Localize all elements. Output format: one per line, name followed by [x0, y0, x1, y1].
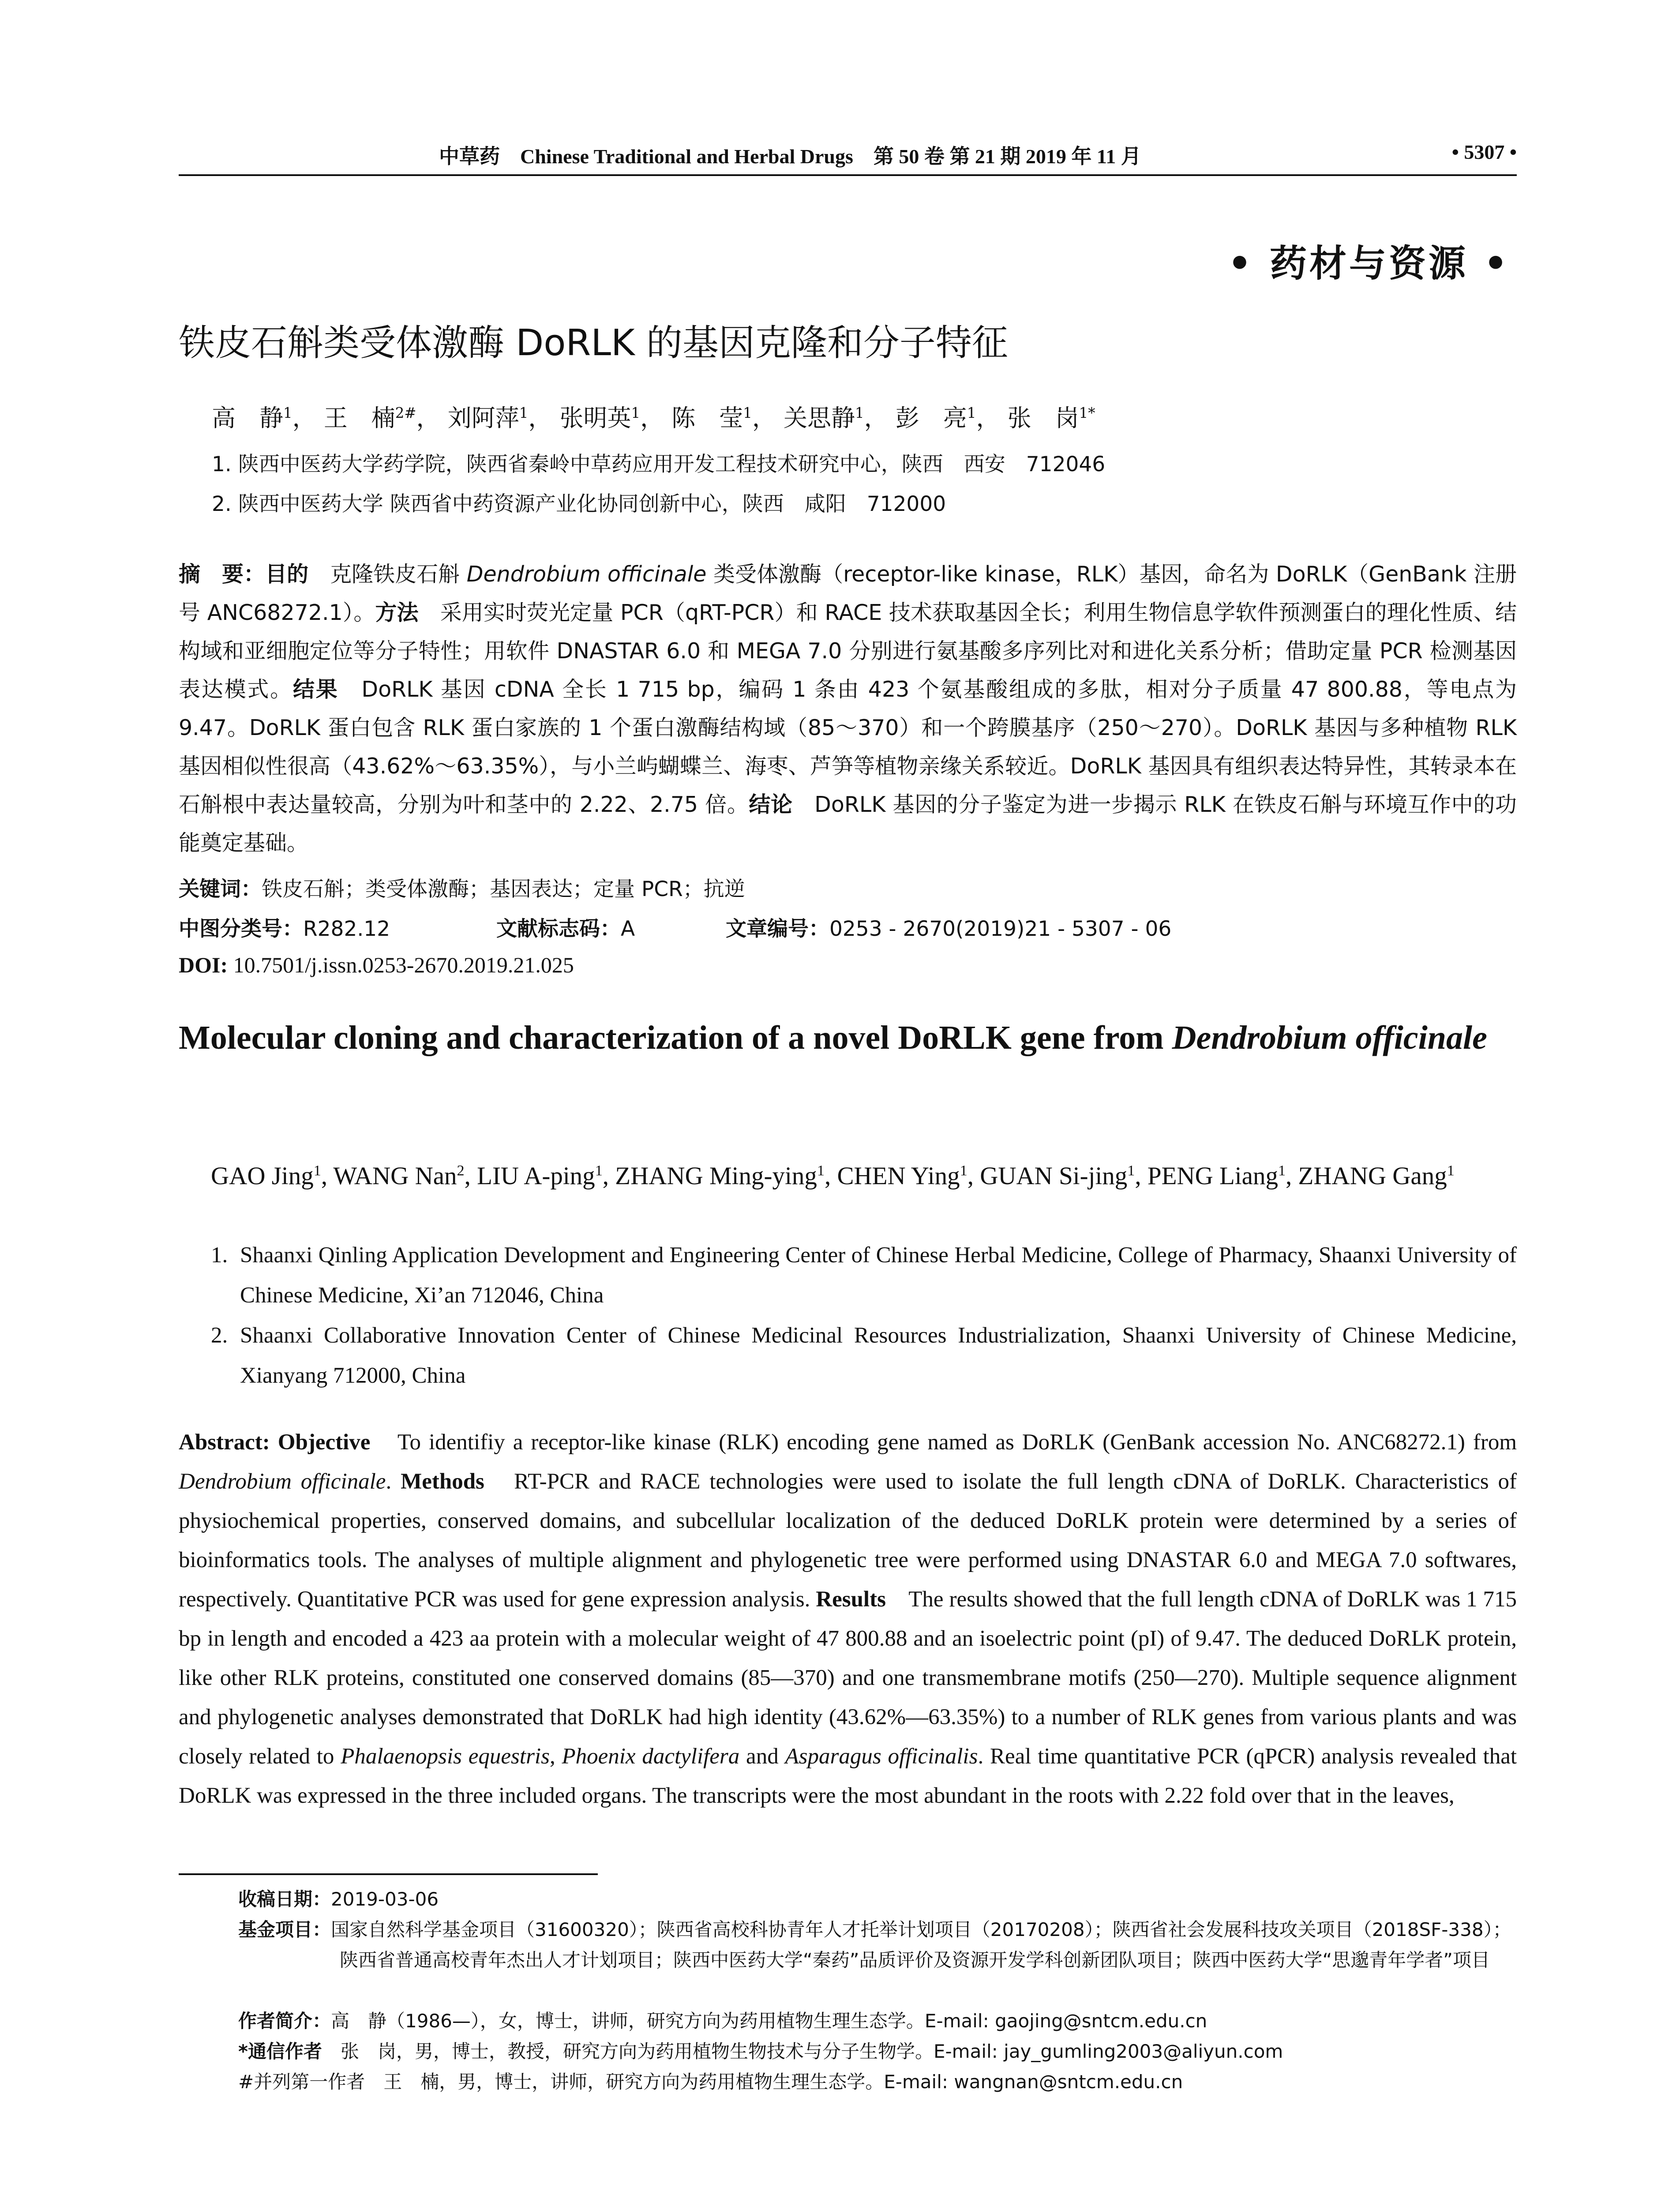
author-sup: 1 [313, 1163, 321, 1179]
conclusion-text: DoRLK 基因的分子鉴定为进一步揭示 RLK 在铁皮石斛与环境互作中的功能奠定基础。 [179, 792, 1517, 855]
section-label: • 药材与资源 • [1228, 241, 1510, 285]
author-sup: 1 [743, 405, 752, 421]
clc-label: 中图分类号： [179, 917, 303, 941]
chinese-abstract [179, 555, 1517, 862]
results-text: The results showed that the full length cDNA of DoRLK was 1 715 bp in length and encoded a 423 aa protein with a molecular weight of 47 800.88 and an isoelectric point (pI) of 9.47. The deduced DoRLK protein, like other RLK proteins, constituted one conserved domains (85—370) and one transmembrane motifs (250—270). Multiple sequence alignment and phylogenetic analyses demonstrated that DoRLK had high identity (43.62%—63.35%) to a number of RLK genes from various plants and was closely related to [179, 1587, 1517, 1769]
clc-code: R282.12 [303, 917, 390, 941]
footnote-rule [179, 1873, 598, 1875]
objective-label: Objective [278, 1430, 371, 1455]
author-name: CHEN Ying [837, 1162, 960, 1190]
english-title-text: Molecular cloning and characterization of a novel DoRLK gene from [179, 1019, 1172, 1056]
cofirst-text: 王 楠，男，博士，讲师，研究方向为药用植物生理生态学。E-mail: wangnan@sntcm.edu.cn [365, 2071, 1183, 2093]
author-sup: 2# [395, 405, 416, 421]
author-sup: 1 [967, 405, 976, 421]
author-sup: 1 [855, 405, 864, 421]
author-sup: 1 [1278, 1163, 1286, 1179]
article-no: 0253 - 2670(2019)21 - 5307 - 06 [829, 917, 1172, 941]
received-label: 收稿日期： [238, 1888, 331, 1910]
author-intro: 高 静（1986—），女，博士，讲师，研究方向为药用植物生理生态学。E-mail: gaojing@sntcm.edu.cn [331, 2010, 1208, 2032]
doc-code-label: 文献标志码： [496, 917, 621, 941]
footnote-received [238, 1884, 1517, 1914]
fund-text: 国家自然科学基金项目（31600320）；陕西省高校科协青年人才托举计划项目（20170208）；陕西省社会发展科技攻关项目（2018SF-338）；陕西省普通高校青年杰出人才计划项目；陕西中医药大学“秦药”品质评价及资源开发学科创新团队项目；陕西中医药大学“思邈青年学者”项目 [331, 1919, 1511, 1971]
author-name: 高 静 [212, 404, 283, 432]
author-name: WANG Nan [333, 1162, 457, 1190]
author-sup: 1* [1079, 405, 1095, 421]
conclusion-label: 结论 [749, 792, 793, 817]
methods-label: Methods [401, 1469, 484, 1494]
author-sup: 1 [631, 405, 641, 421]
english-affiliation-2 [211, 1316, 1517, 1396]
cofirst-label: #并列第一作者 [238, 2071, 365, 2093]
objective-text: To identifiy a receptor-like kinase (RLK) encoding gene named as DoRLK (GenBank accession No. ANC68272.1) from [370, 1430, 1517, 1455]
author-name: GAO Jing [211, 1162, 314, 1190]
author-name: 刘阿萍 [447, 404, 519, 432]
results-label: Results [816, 1587, 886, 1612]
footnote-corresponding [238, 2036, 1517, 2067]
fund-label: 基金项目： [238, 1919, 331, 1940]
author-sup: 1 [1127, 1163, 1135, 1179]
english-abstract [179, 1423, 1517, 1816]
corresponding-text: 张 岗，男，博士，教授，研究方向为药用植物生物技术与分子生物学。E-mail: jay_gumling2003@aliyun.com [322, 2041, 1283, 2062]
author-name: ZHANG Ming-ying [615, 1162, 817, 1190]
doc-code: A [621, 917, 635, 941]
footnote-author [238, 2006, 1517, 2036]
keywords-line [179, 873, 745, 902]
methods-text: 采用实时荧光定量 PCR（qRT-PCR）和 RACE 技术获取基因全长；利用生物信息学软件预测蛋白的理化性质、结构域和亚细胞定位等分子特性；用软件 DNASTAR 6.0 和 MEGA 7.0 分别进行氨基酸多序列比对和进化关系分析；借助定量 PCR 检测基因表达模式。 [179, 600, 1517, 702]
objective-text: 克隆铁皮石斛 [308, 562, 467, 587]
affiliation-text: Shaanxi Qinling Application Development and Engineering Center of Chinese Herbal Medicine, College of Pharmacy, Shaanxi University of Chinese Medicine, Xi’an 712046, China [240, 1243, 1517, 1308]
results-text: DoRLK 基因 cDNA 全长 1 715 bp，编码 1 条由 423 个氨基酸组成的多肽，相对分子质量 47 800.88，等电点为 9.47。DoRLK 蛋白包含 RLK 蛋白家族的 1 个蛋白激酶结构域（85～370）和一个跨膜基序（250～270）。DoRLK 基因与多种植物 RLK 基因相似性很高（43.62%～63.35%），与小兰屿蝴蝶兰、海枣、芦笋等植物亲缘关系较近。DoRLK 基因具有组织表达特异性，其转录本在石斛根中表达量较高，分别为叶和茎中的 2.22、2.75 倍。 [179, 677, 1517, 817]
author-intro-label: 作者简介： [238, 2010, 331, 2032]
classification-line [179, 912, 1171, 942]
author-name: GUAN Si-jing [980, 1162, 1128, 1190]
chinese-title: 铁皮石斛类受体激酶 DoRLK 的基因克隆和分子特征 [179, 322, 1008, 364]
objective-label: 目的 [265, 562, 309, 587]
author-name: 陈 莹 [671, 404, 743, 432]
author-name: 王 楠 [323, 404, 395, 432]
article-no-label: 文章编号： [726, 917, 829, 941]
english-title-species: Dendrobium officinale [1172, 1019, 1487, 1056]
chinese-author-list: 高 静$^1$， 王 楠$^{2\#}$， 刘阿萍$^1$， 张明英$^1$， 陈 莹$^1$， 关思静$^1$， 彭 亮$^1$， 张 岗$^{1*}$ [212, 404, 1095, 432]
affiliation-number: 2. [211, 1323, 228, 1348]
author-sup: 1 [283, 405, 292, 421]
header-rule [179, 174, 1517, 176]
author-sup: 1 [960, 1163, 968, 1179]
page-number: • 5307 • [1451, 141, 1517, 163]
separator: , [549, 1744, 562, 1769]
english-title [179, 1013, 1521, 1063]
separator: and [739, 1744, 785, 1769]
results-label: 结果 [292, 677, 339, 702]
keywords: 铁皮石斛；类受体激酶；基因表达；定量 PCR；抗逆 [262, 877, 745, 901]
journal-line: 中草药 Chinese Traditional and Herbal Drugs 第 50 卷 第 21 期 2019 年 11 月 [439, 145, 1141, 168]
chinese-affiliation-1: 1. 陕西中医药大学药学院，陕西省秦岭中草药应用开发工程技术研究中心，陕西 西安 712046 [212, 452, 1106, 476]
author-sup: 1 [1447, 1163, 1455, 1179]
english-author-list: GAO Jing$^1$, WANG Nan$^2$, LIU A-ping$^1$, ZHANG Ming-ying$^1$, CHEN Ying$^1$, GUAN Si-jing$^1$, PENG Liang$^1$, ZHANG Gang$^1$ [211, 1162, 1455, 1190]
abstract-label: Abstract: [179, 1430, 278, 1455]
footnote-fund [238, 1914, 1517, 1975]
keywords-label: 关键词： [179, 877, 262, 901]
author-sup: 2 [457, 1163, 465, 1179]
author-name: 张明英 [559, 404, 631, 432]
species-name: Phoenix dactylifera [562, 1744, 740, 1769]
corresponding-label: *通信作者 [238, 2041, 322, 2062]
species-name: Phalaenopsis equestris [341, 1744, 550, 1769]
species-name: Asparagus officinalis [785, 1744, 978, 1769]
author-name: 彭 亮 [895, 404, 967, 432]
methods-text: RT-PCR and RACE technologies were used to isolate the full length cDNA of DoRLK. Characteristics of physiochemical properties, conserved domains, and subcellular localization of the deduced DoRLK protein were determined by a series of bioinformatics tools. The analyses of multiple alignment and phylogenetic tree were performed using DNASTAR 6.0 and MEGA 7.0 softwares, respectively. Quantitative PCR was used for gene expression analysis. [179, 1469, 1517, 1612]
author-sup: 1 [595, 1163, 603, 1179]
footnote-cofirst [238, 2067, 1517, 2097]
author-sup: 1 [817, 1163, 825, 1179]
author-sup: 1 [519, 405, 529, 421]
received-date: 2019-03-06 [331, 1888, 439, 1910]
species-name: Dendrobium officinale [179, 1469, 386, 1494]
author-name: 张 岗 [1007, 404, 1079, 432]
author-name: ZHANG Gang [1298, 1162, 1447, 1190]
author-name: PENG Liang [1147, 1162, 1278, 1190]
author-name: LIU A-ping [477, 1162, 595, 1190]
author-name: 关思静 [784, 404, 855, 432]
affiliation-number: 1. [211, 1243, 228, 1268]
methods-label: 方法 [375, 600, 419, 625]
objective-text-rest: 类受体激酶（receptor-like kinase，RLK）基因，命名为 DoRLK（GenBank 注册号 ANC68272.1）。 [179, 562, 1517, 625]
objective-end: . [386, 1469, 401, 1494]
doi-line [179, 952, 574, 978]
doi-label: DOI: [179, 953, 233, 977]
results-text-rest: . Real time quantitative PCR (qPCR) analysis revealed that DoRLK was expressed in the three included organs. The transcripts were the most abundant in the roots with 2.22 fold over that in the leaves, [179, 1744, 1517, 1808]
english-affiliation-1 [211, 1235, 1517, 1316]
chinese-affiliation-2: 2. 陕西中医药大学 陕西省中药资源产业化协同创新中心，陕西 咸阳 712000 [212, 492, 946, 516]
affiliation-text: Shaanxi Collaborative Innovation Center of Chinese Medicinal Resources Industrialization, Shaanxi University of Chinese Medicine, Xianyang 712000, China [240, 1323, 1517, 1388]
species-name: Dendrobium officinale [466, 562, 707, 587]
running-header [179, 140, 1517, 167]
abstract-label: 摘 要： [179, 562, 266, 587]
doi: 10.7501/j.issn.0253-2670.2019.21.025 [233, 953, 574, 977]
